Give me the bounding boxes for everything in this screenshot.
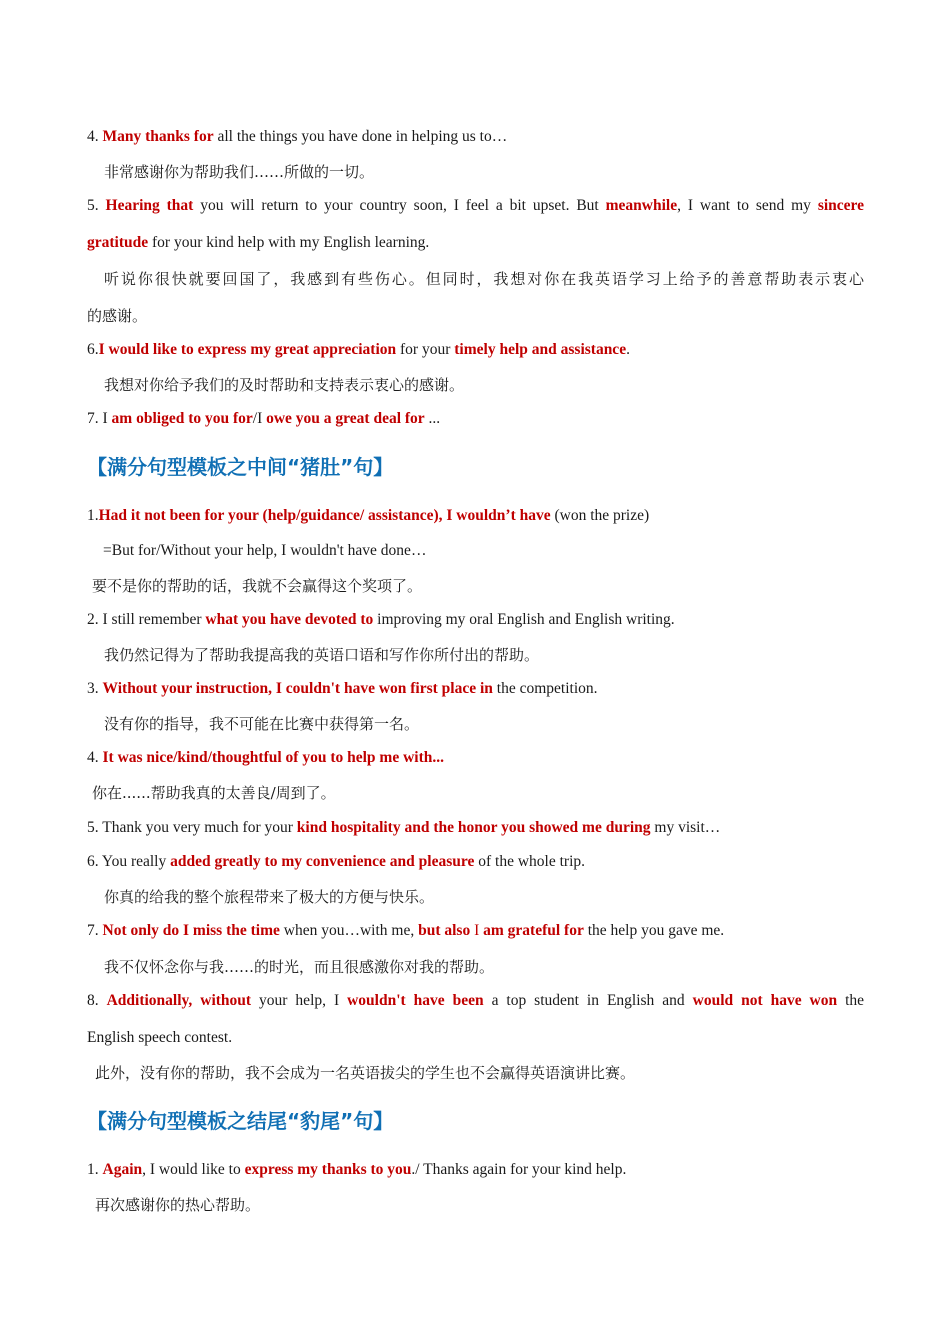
middle-item-4-chinese: 你在......帮助我真的太善良/周到了。 <box>92 784 336 802</box>
middle-item-3-english: 3. Without your instruction, I couldn't have won first place in the competition. <box>87 680 598 697</box>
middle-item-1-alt: =But for/Without your help, I wouldn't have done… <box>103 542 427 559</box>
middle-item-6-english: 6. You really added greatly to my convenience and pleasure of the whole trip. <box>87 853 586 870</box>
middle-item-5-english: 5. Thank you very much for your kind hospitality and the honor you showed me during my visit… <box>87 819 721 836</box>
middle-section-heading: 【满分句型模板之中间“猪肚”句】 <box>87 455 394 479</box>
middle-item-7-chinese: 我不仅怀念你与我……的时光，而且很感激你对我的帮助。 <box>104 958 495 976</box>
item-6-chinese: 我想对你给予我们的及时帮助和支持表示衷心的感谢。 <box>104 376 465 394</box>
item-7-english: 7. I am obliged to you for/I owe you a great deal for ... <box>87 410 441 427</box>
item-4-english: 4. Many thanks for all the things you have done in helping us to… <box>87 128 508 145</box>
middle-item-2-english: 2. I still remember what you have devoted to improving my oral English and English writing. <box>87 611 675 628</box>
middle-item-3-chinese: 没有你的指导，我不可能在比赛中获得第一名。 <box>104 715 420 733</box>
middle-item-1-english: 1.Had it not been for your (help/guidance/ assistance), I wouldn’t have (won the prize) <box>87 507 650 524</box>
item-5-english: 5. Hearing that you will return to your country soon, I feel a bit upset. But meanwhile, I want to send my sincere <box>87 197 865 214</box>
middle-item-2-chinese: 我仍然记得为了帮助我提高我的英语口语和写作你所付出的帮助。 <box>104 646 540 664</box>
middle-item-8-english: 8. Additionally, without your help, I wouldn't have been a top student in English and would not have won the <box>87 992 865 1009</box>
middle-item-8-english-cont: English speech contest. <box>87 1029 233 1046</box>
item-5-chinese-cont: 的感谢。 <box>87 307 148 325</box>
item-5-english-cont: gratitude for your kind help with my English learning. <box>87 234 430 251</box>
ending-item-1-chinese: 再次感谢你的热心帮助。 <box>95 1196 261 1214</box>
item-5-chinese: 听说你很快就要回国了，我感到有些伤心。但同时，我想对你在我英语学习上给予的善意帮助表示衷心 <box>104 270 864 288</box>
item-6-english: 6.I would like to express my great appreciation for your timely help and assistance. <box>87 341 630 358</box>
middle-item-6-chinese: 你真的给我的整个旅程带来了极大的方便与快乐。 <box>104 888 435 906</box>
middle-item-1-chinese: 要不是你的帮助的话，我就不会赢得这个奖项了。 <box>92 577 423 595</box>
item-4-chinese: 非常感谢你为帮助我们……所做的一切。 <box>104 163 375 181</box>
middle-item-4-english: 4. It was nice/kind/thoughtful of you to help me with... <box>87 749 444 766</box>
ending-section-heading: 【满分句型模板之结尾“豹尾”句】 <box>87 1109 394 1133</box>
middle-item-7-english: 7. Not only do I miss the time when you…with me, but also I am grateful for the help you gave me. <box>87 922 725 939</box>
ending-item-1-english: 1. Again, I would like to express my thanks to you./ Thanks again for your kind help. <box>87 1161 627 1178</box>
middle-item-8-chinese: 此外，没有你的帮助，我不会成为一名英语拔尖的学生也不会赢得英语演讲比赛。 <box>95 1064 636 1082</box>
